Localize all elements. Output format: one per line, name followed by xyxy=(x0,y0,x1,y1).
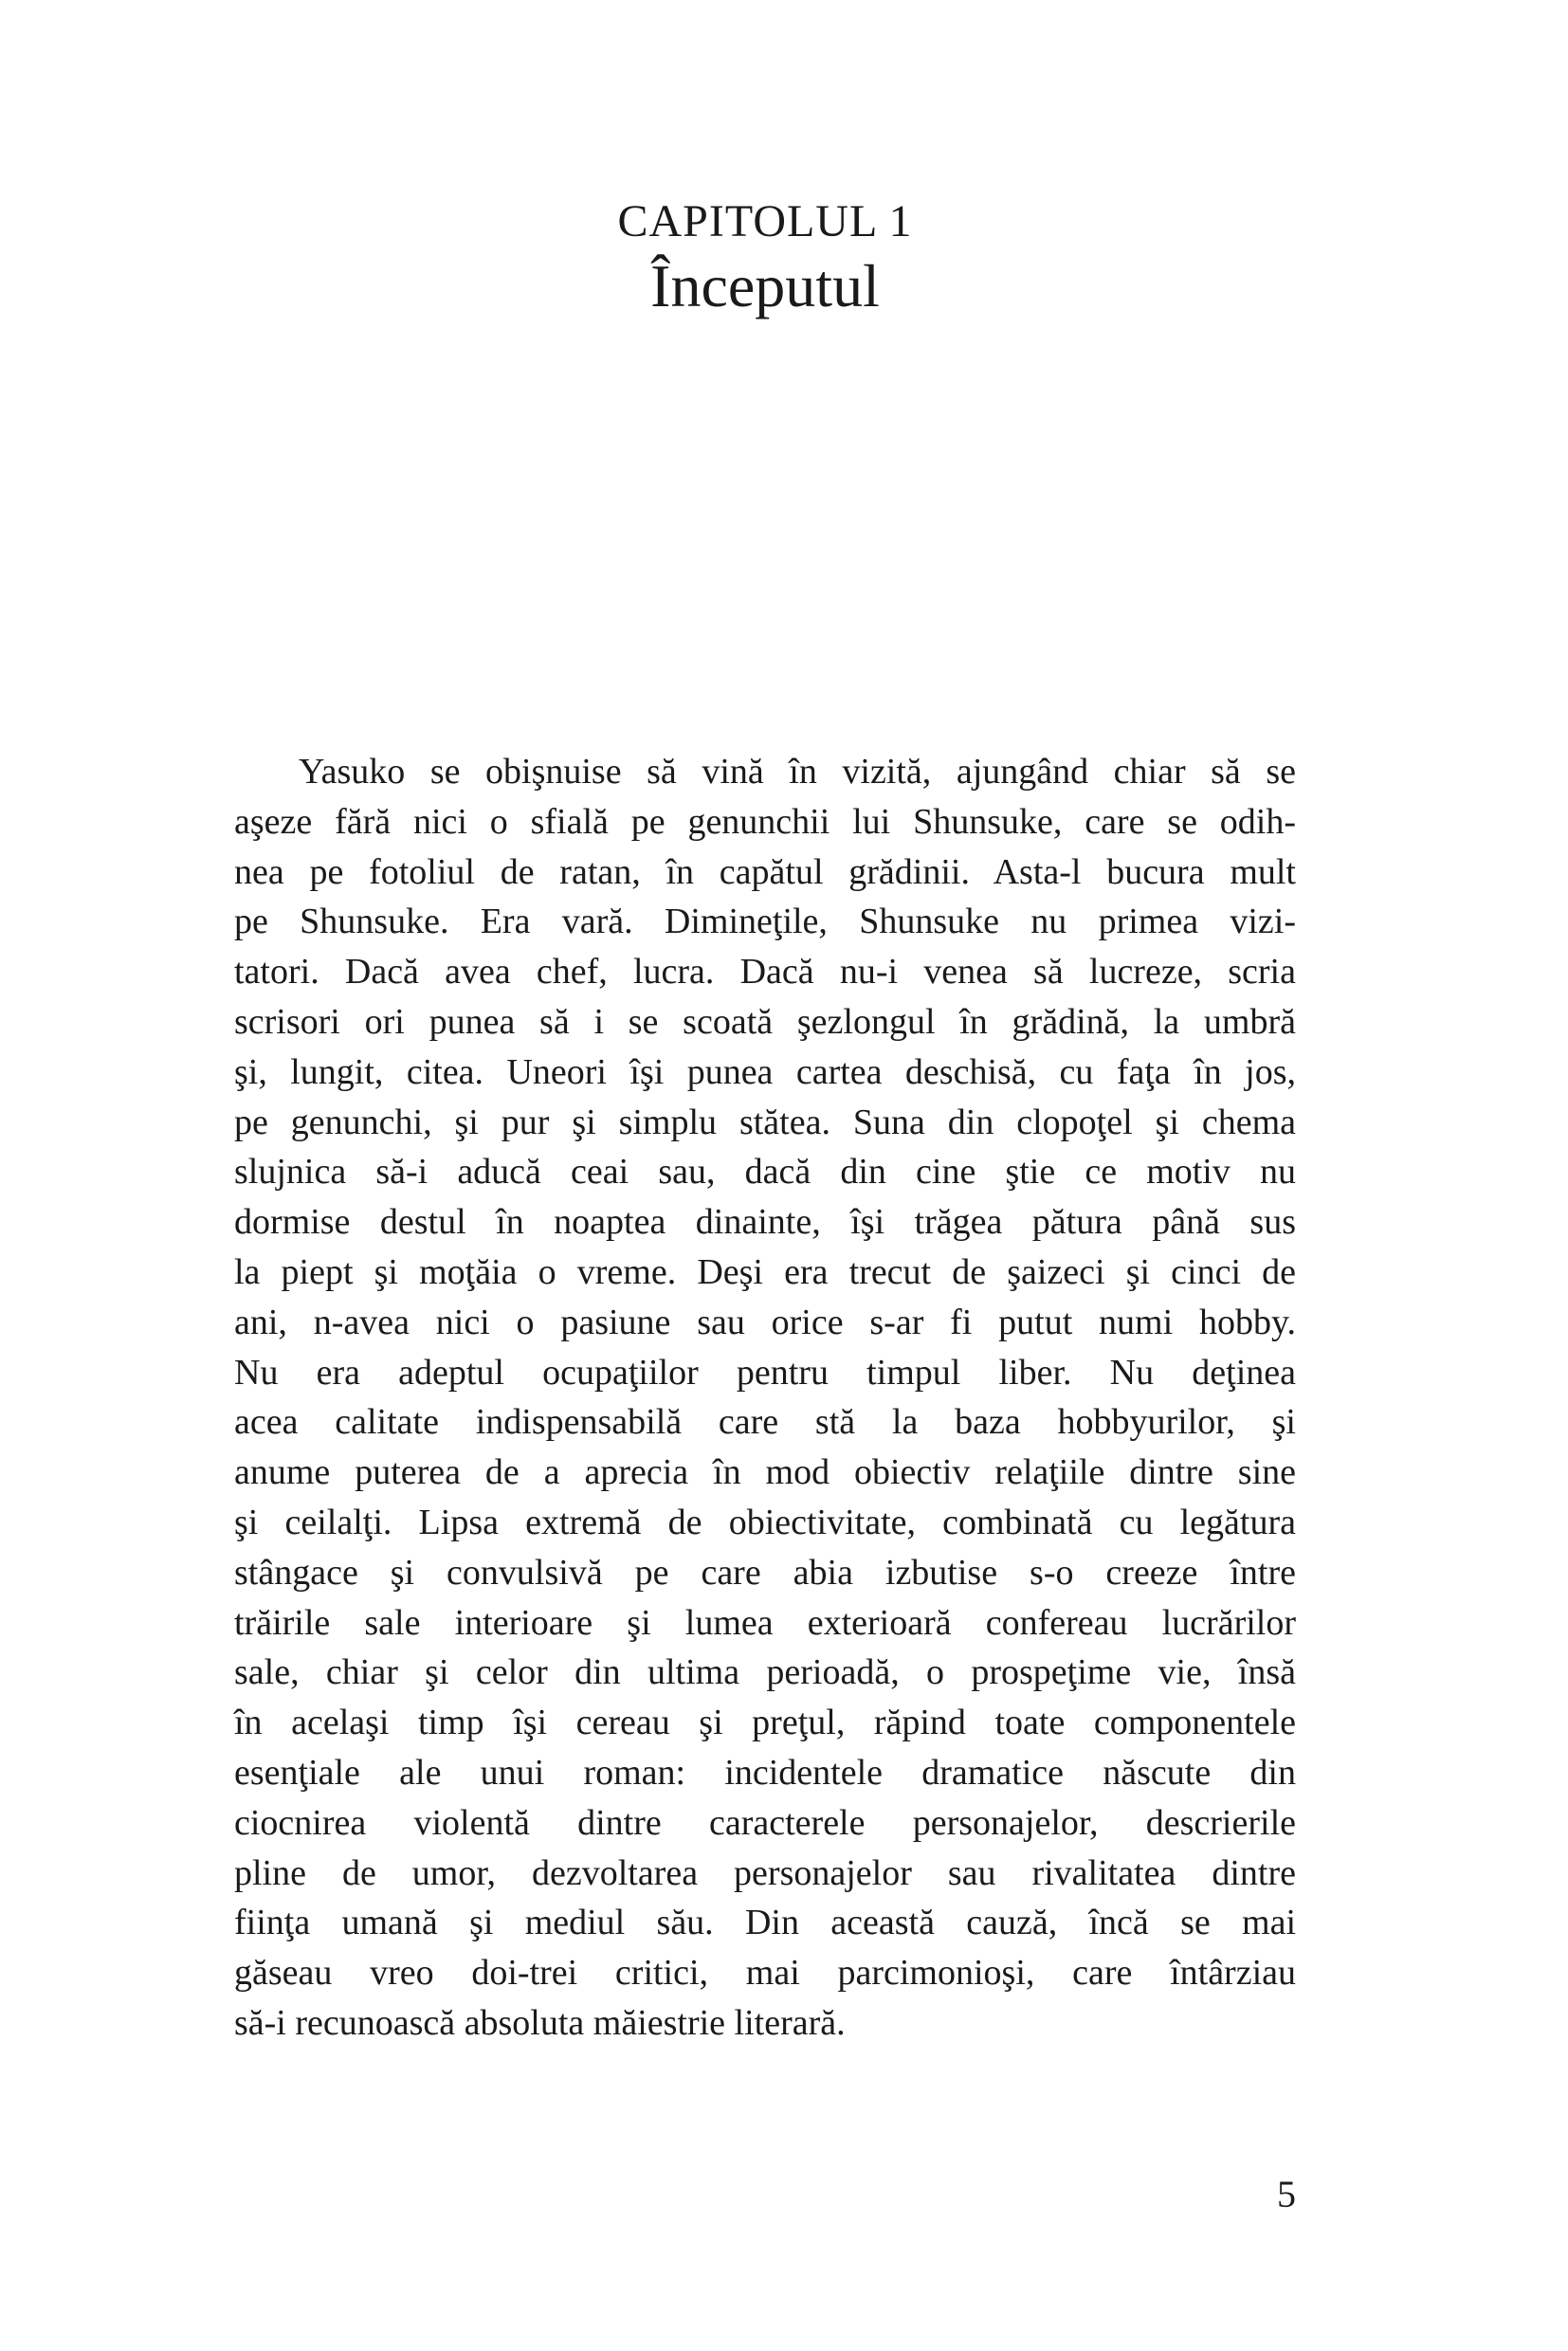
text-line: trăirile sale interioare şi lumea exterioară confereau lucrărilor xyxy=(234,1602,1296,1643)
text-line: stângace şi convulsivă pe care abia izbutise s-o creeze între xyxy=(234,1552,1296,1593)
text-line: pe genunchi, şi pur şi simplu stătea. Suna din clopoţel şi chema xyxy=(234,1102,1296,1142)
text-line: pline de umor, dezvoltarea personajelor sau rivalitatea dintre xyxy=(234,1852,1296,1893)
text-line: la piept şi moţăia o vreme. Deşi era trecut de şaizeci şi cinci de xyxy=(234,1251,1296,1292)
text-line: scrisori ori punea să i se scoată şezlongul în grădină, la umbră xyxy=(234,1001,1296,1042)
body-text xyxy=(234,747,1296,2049)
text-line: esenţiale ale unui roman: incidentele dramatice născute din xyxy=(234,1752,1296,1793)
text-line: fiinţa umană şi mediul său. Din această cauză, încă se mai xyxy=(234,1903,1296,1943)
text-line: acea calitate indispensabilă care stă la baza hobbyurilor, şi xyxy=(234,1402,1296,1443)
text-line: aşeze fără nici o sfială pe genunchii lui Shunsuke, care se odih- xyxy=(234,801,1296,842)
text-line: şi, lungit, citea. Uneori îşi punea cartea deschisă, cu faţa în jos, xyxy=(234,1051,1296,1092)
text-line: găseau vreo doi-trei critici, mai parcimonioşi, care întârziau xyxy=(234,1953,1296,1994)
text-line: sale, chiar şi celor din ultima perioadă, o prospeţime vie, însă xyxy=(234,1652,1296,1693)
text-line: Nu era adeptul ocupaţiilor pentru timpul liber. Nu deţinea xyxy=(234,1352,1296,1393)
text-line: ciocnirea violentă dintre caracterele personajelor, descrierile xyxy=(234,1802,1296,1843)
chapter-number: CAPITOLUL 1 xyxy=(617,196,913,246)
text-line: şi ceilalţi. Lipsa extremă de obiectivitate, combinată cu legătura xyxy=(234,1502,1296,1542)
text-line: nea pe fotoliul de ratan, în capătul grădinii. Asta-l bucura mult xyxy=(234,851,1296,892)
text-line: Yasuko se obişnuise să vină în vizită, ajungând chiar să se xyxy=(299,752,1296,792)
text-line: dormise destul în noaptea dinainte, îşi trăgea pătura până sus xyxy=(234,1202,1296,1243)
text-line: anume puterea de a aprecia în mod obiectiv relaţiile dintre sine xyxy=(234,1452,1296,1493)
text-line: pe Shunsuke. Era vară. Dimineţile, Shunsuke nu primea vizi- xyxy=(234,902,1296,942)
text-line: slujnica să-i aducă ceai sau, dacă din cine ştie ce motiv nu xyxy=(234,1152,1296,1193)
text-line: ani, n-avea nici o pasiune sau orice s-ar fi putut numi hobby. xyxy=(234,1302,1296,1342)
text-line: să-i recunoască absoluta măiestrie literară. xyxy=(234,2002,846,2043)
text-line: în acelaşi timp îşi cereau şi preţul, răpind toate componentele xyxy=(234,1703,1296,1743)
chapter-title: Începutul xyxy=(650,252,880,319)
page-number: 5 xyxy=(1277,2173,1296,2215)
text-line: tatori. Dacă avea chef, lucra. Dacă nu-i venea să lucreze, scria xyxy=(234,952,1296,993)
